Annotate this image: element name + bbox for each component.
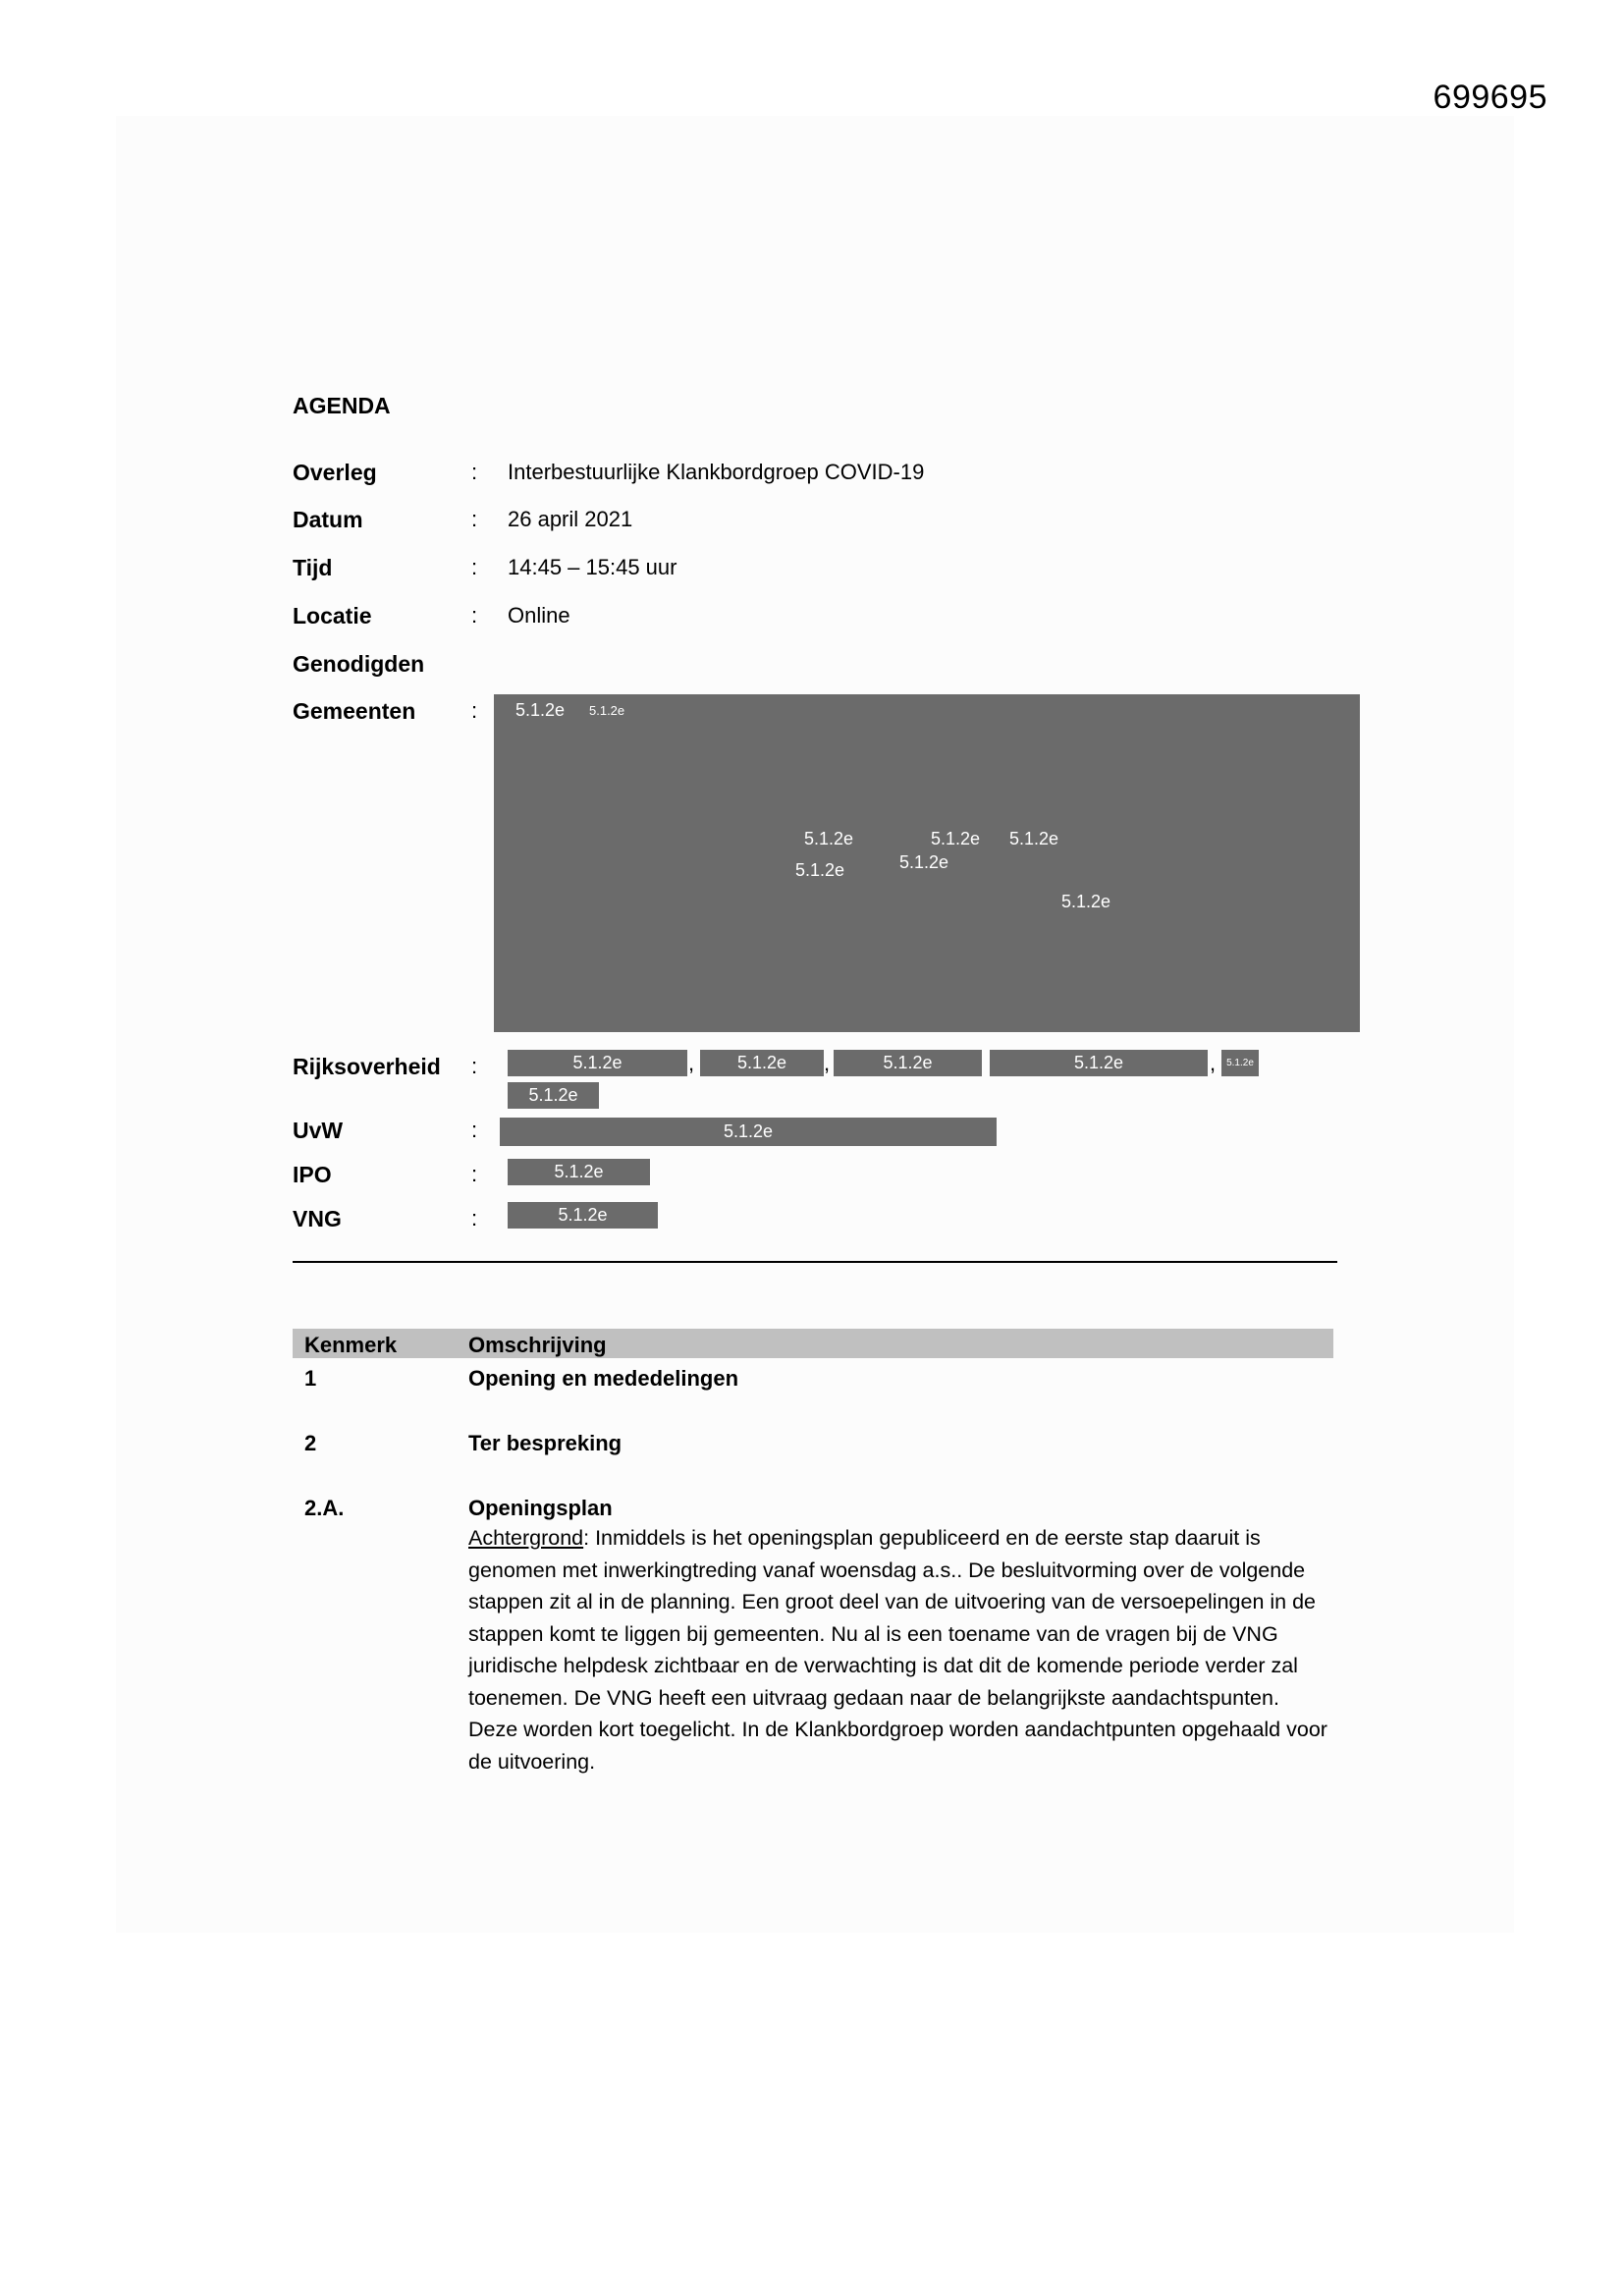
ipo-redaction: 5.1.2e [508, 1159, 650, 1185]
datum-label: Datum [293, 507, 363, 532]
uvw-redaction: 5.1.2e [500, 1118, 997, 1146]
redaction-label: 5.1.2e [515, 700, 566, 720]
gemeenten-colon: : [471, 698, 478, 723]
overleg-label: Overleg [293, 460, 377, 485]
row-2-title: Ter bespreking [468, 1431, 623, 1455]
datum-colon: : [471, 507, 478, 531]
ipo-colon: : [471, 1162, 478, 1186]
document-number: 699695 [1433, 79, 1547, 116]
overleg-value: Interbestuurlijke Klankbordgroep COVID-19 [508, 460, 925, 484]
row-2a-title: Openingsplan [468, 1496, 613, 1520]
uvw-colon: : [471, 1118, 478, 1142]
row-2-number: 2 [304, 1431, 317, 1455]
row-2a-number: 2.A. [304, 1496, 345, 1520]
tijd-value: 14:45 – 15:45 uur [508, 555, 677, 579]
tijd-colon: : [471, 555, 478, 579]
redaction-label: 5.1.2e [804, 829, 854, 848]
rijksoverheid-redaction: 5.1.2e [508, 1050, 687, 1076]
gemeenten-label: Gemeenten [293, 698, 416, 724]
table-header-omschrijving: Omschrijving [468, 1333, 607, 1357]
row-1-number: 1 [304, 1366, 317, 1391]
comma: , [824, 1051, 831, 1075]
ipo-label: IPO [293, 1162, 332, 1187]
redaction-label: 5.1.2e [899, 852, 949, 872]
rijksoverheid-redaction: 5.1.2e [700, 1050, 824, 1076]
redaction-label: 5.1.2e [931, 829, 981, 848]
rijksoverheid-label: Rijksoverheid [293, 1054, 441, 1079]
rijksoverheid-redaction: 5.1.2e [834, 1050, 982, 1076]
locatie-colon: : [471, 603, 478, 628]
redaction-label: 5.1.2e [589, 703, 625, 718]
agenda-title: AGENDA [293, 393, 391, 418]
redaction-label: 5.1.2e [1061, 892, 1111, 911]
datum-value: 26 april 2021 [508, 507, 633, 531]
genodigden-label: Genodigden [293, 651, 425, 677]
overleg-colon: : [471, 460, 478, 484]
rijksoverheid-redaction: 5.1.2e [990, 1050, 1208, 1076]
rijksoverheid-redaction: 5.1.2e [1221, 1050, 1259, 1076]
table-header [293, 1329, 1333, 1358]
achtergrond-label: Achtergrond [468, 1526, 584, 1550]
table-header-kenmerk: Kenmerk [304, 1333, 398, 1357]
comma: , [1210, 1051, 1217, 1075]
horizontal-rule [293, 1261, 1337, 1263]
achtergrond-text: : Inmiddels is het openingsplan gepubliceerd en de eerste stap daaruit is genomen met inwerkingtreding vanaf woensdag a.s.. De besluitvorming over de volgende stappen zit al in de planning. Een groot deel van de uitvoering van de versoepelingen in de stappen komt te liggen bij gemeenten. Nu al is een toename van de vragen bij de VNG juridische helpdesk zichtbaar en de verwachting is dat dit de komende periode verder zal toenemen. De VNG heeft een uitvraag gedaan naar de belangrijkste aandachtspunten. Deze worden kort toegelicht. In de Klankbordgroep worden aandachtpunten opgehaald voor de uitvoering. [468, 1526, 1327, 1774]
locatie-value: Online [508, 603, 570, 628]
locatie-label: Locatie [293, 603, 372, 629]
row-1-title: Opening en mededelingen [468, 1366, 739, 1391]
tijd-label: Tijd [293, 555, 333, 580]
redaction-label: 5.1.2e [795, 860, 845, 880]
rijksoverheid-colon: : [471, 1054, 478, 1078]
row-2a-description [468, 1522, 1332, 1777]
vng-redaction: 5.1.2e [508, 1202, 658, 1229]
vng-colon: : [471, 1206, 478, 1230]
vng-label: VNG [293, 1206, 342, 1231]
uvw-label: UvW [293, 1118, 344, 1143]
redaction-label: 5.1.2e [1009, 829, 1059, 848]
comma: , [688, 1051, 695, 1075]
rijksoverheid-redaction: 5.1.2e [508, 1082, 599, 1109]
